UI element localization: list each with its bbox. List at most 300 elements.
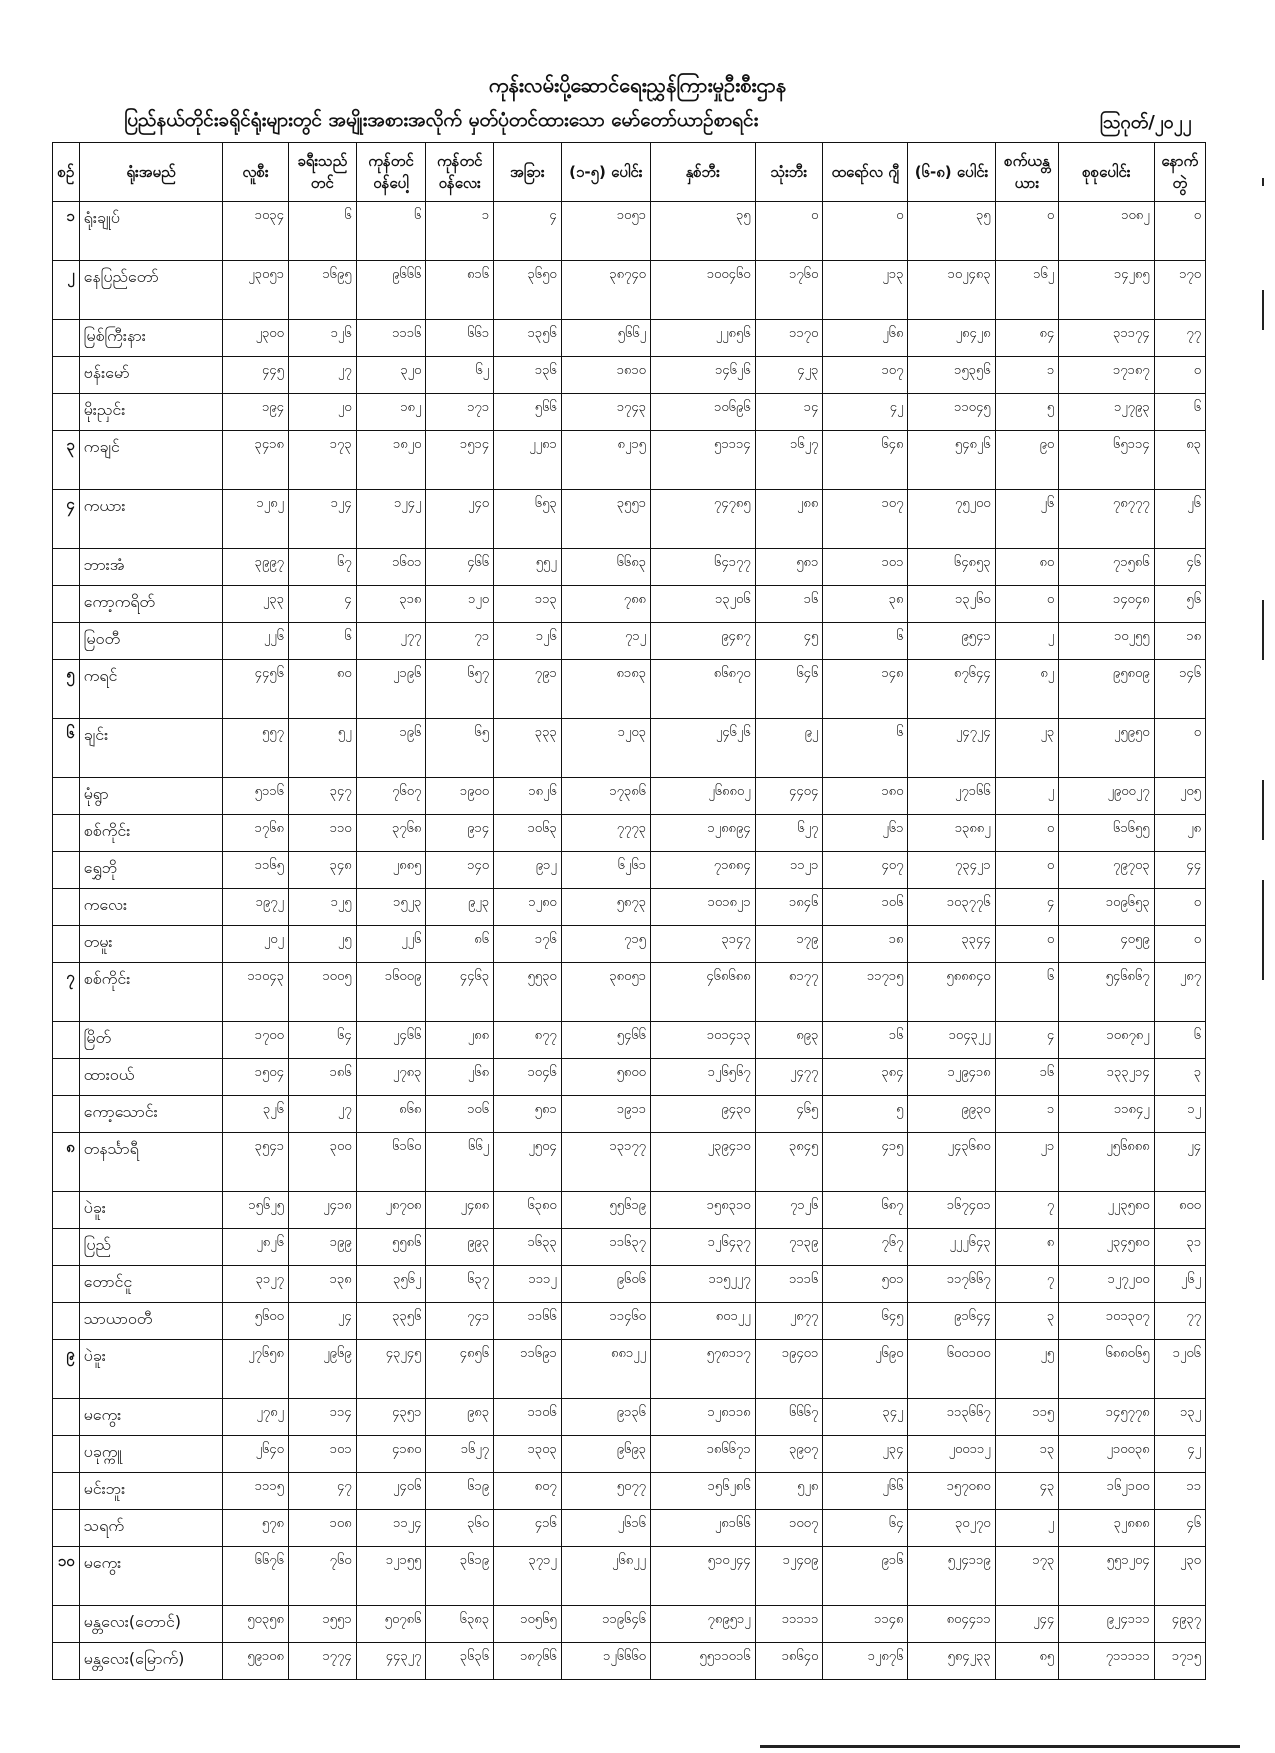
table-cell: ၂၃ <box>995 719 1059 778</box>
table-cell: ၁၀၇ <box>823 357 908 394</box>
table-cell: ၁၂၆၆၆၀ <box>561 1643 650 1680</box>
table-cell: ၉၉၃၀ <box>908 1096 995 1133</box>
table-cell: ၆၂၆၁ <box>561 852 650 889</box>
row-serial-number <box>53 1643 80 1680</box>
table-cell: ၂၄၇၇ <box>755 1059 823 1096</box>
table-cell: ၉၁၂ <box>494 852 562 889</box>
table-cell: ၁၀၅၆၅ <box>494 1606 562 1643</box>
table-cell: ၁၁၇၆၆၇ <box>908 1266 995 1303</box>
table-cell: ၉၈၃ <box>426 1399 494 1436</box>
row-serial-number <box>53 852 80 889</box>
table-cell: ၂၆၄၀ <box>223 1436 289 1473</box>
table-cell: ၁၀၀၅ <box>288 963 356 1022</box>
table-cell: ၇၁၈၈၄ <box>650 852 755 889</box>
column-header: လူစီး <box>223 143 289 202</box>
table-row <box>53 852 1206 889</box>
table-row <box>53 926 1206 963</box>
table-row <box>53 1399 1206 1436</box>
table-cell: ၂၃၄ <box>823 1436 908 1473</box>
table-cell: ၇၆၀ <box>288 1547 356 1606</box>
table-cell: ၂၂၂၆၄၃ <box>908 1229 995 1266</box>
row-office-name: ကချင် <box>79 431 223 490</box>
table-cell: ၁၀၆ <box>426 1096 494 1133</box>
table-cell: ၅၈၁ <box>755 549 823 586</box>
table-cell: ၁၆၉၅ <box>288 261 356 320</box>
table-cell: ၉၄၈၇ <box>650 623 755 660</box>
table-row <box>53 1059 1206 1096</box>
table-cell: ၅၂၄၁၁၉ <box>908 1547 995 1606</box>
table-cell: ၆ <box>1154 1022 1205 1059</box>
table-cell: ၉၁၆၄၄ <box>908 1303 995 1340</box>
table-cell: ၁၂၈၇၆ <box>823 1643 908 1680</box>
table-cell: ၅၅၁၁၀၁၆ <box>650 1643 755 1680</box>
table-cell: ၂၈၁၆၆ <box>650 1510 755 1547</box>
row-serial-number <box>53 1096 80 1133</box>
table-cell: ၂၇၆၅၈ <box>223 1340 289 1399</box>
table-cell: ၈၅ <box>995 1643 1059 1680</box>
table-cell: ၂၈ <box>1154 815 1205 852</box>
table-cell: ၁၂၆ <box>494 623 562 660</box>
table-cell: ၁၁၂၄ <box>356 1510 426 1547</box>
table-cell: ၁၈၇၆၆ <box>494 1643 562 1680</box>
table-cell: ၅၈၈၈၄၀ <box>908 963 995 1022</box>
table-cell: ၂၇၈၂ <box>223 1399 289 1436</box>
table-cell: ၁၈၂ <box>356 394 426 431</box>
table-cell: ၁၆၂၇ <box>755 431 823 490</box>
scan-edge-mark <box>1262 178 1264 186</box>
table-cell: ၁၁၀၆ <box>494 1399 562 1436</box>
table-cell: ၁၄ <box>755 394 823 431</box>
table-row <box>53 357 1206 394</box>
table-cell: ၉၉၃ <box>426 1229 494 1266</box>
row-serial-number: ၁၀ <box>53 1547 80 1606</box>
table-cell: ၅၄၆၈၆၇ <box>1059 963 1154 1022</box>
table-cell: ၆ <box>288 623 356 660</box>
table-cell: ၂၃၃ <box>223 586 289 623</box>
table-cell: ၈၀၀ <box>1154 1192 1205 1229</box>
table-cell: ၁၀၂၅၅ <box>1059 623 1154 660</box>
table-cell: ၇၇ <box>1154 1303 1205 1340</box>
document-subtitle: ပြည်နယ်တိုင်းခရိုင်ရုံးများတွင် အမျိုးအစားအလိုက် မှတ်ပုံတင်ထားသော မော်တော်ယာဉ်စာရင်း <box>124 109 759 131</box>
table-row <box>53 1643 1206 1680</box>
table-cell: ၁၇၃ <box>995 1547 1059 1606</box>
table-cell: ၁၂၆၄၃၇ <box>650 1229 755 1266</box>
table-cell: ၇၈၉၅၁၂ <box>650 1606 755 1643</box>
row-office-name: ဗန်းမော် <box>79 357 223 394</box>
row-serial-number: ၁ <box>53 202 80 261</box>
table-cell: ၉၄၃၀ <box>650 1096 755 1133</box>
table-cell: ၇၄၇၈၅ <box>650 490 755 549</box>
table-cell: ၁၀၈၂ <box>1059 202 1154 261</box>
table-cell: ၂၄၁၈ <box>288 1192 356 1229</box>
table-cell: ၄၂ <box>823 394 908 431</box>
table-cell: ၀ <box>995 852 1059 889</box>
table-cell: ၂၃၉၄၁၀ <box>650 1133 755 1192</box>
row-office-name: ဘားအံ <box>79 549 223 586</box>
table-row <box>53 1303 1206 1340</box>
table-cell: ၇၄၁ <box>426 1303 494 1340</box>
table-cell: ၂၈၇၇ <box>755 1303 823 1340</box>
table-cell: ၄၄၆၃ <box>426 963 494 1022</box>
table-cell: ၆၈၈၀၆၅ <box>1059 1340 1154 1399</box>
table-cell: ၂၉၀၀၂၇ <box>1059 778 1154 815</box>
table-cell: ၁၈၆ <box>288 1059 356 1096</box>
table-cell: ၃၆၅၀ <box>494 261 562 320</box>
table-cell: ၁၈၆၄၀ <box>755 1643 823 1680</box>
table-row <box>53 1192 1206 1229</box>
table-cell: ၇ <box>995 1266 1059 1303</box>
table-cell: ၁၅၅၁ <box>288 1606 356 1643</box>
table-cell: ၁၆၀၁ <box>356 549 426 586</box>
table-cell: ၁၃၃၂၁၄ <box>1059 1059 1154 1096</box>
row-serial-number: ၇ <box>53 963 80 1022</box>
table-cell: ၂၀ <box>288 394 356 431</box>
table-cell: ၁၈၀ <box>823 778 908 815</box>
table-cell: ၁၁၅၂၂၇ <box>650 1266 755 1303</box>
table-cell: ၂၁၀၀၃၈ <box>1059 1436 1154 1473</box>
table-cell: ၂၀၀၁၁၂ <box>908 1436 995 1473</box>
table-cell: ၅၇၈ <box>223 1510 289 1547</box>
table-cell: ၁၈၁၀ <box>561 357 650 394</box>
table-cell: ၆ <box>1154 394 1205 431</box>
table-cell: ၄၂၃ <box>755 357 823 394</box>
table-cell: ၂၇ <box>288 357 356 394</box>
table-cell: ၂၆ <box>995 490 1059 549</box>
table-cell: ၁၃၀၃ <box>494 1436 562 1473</box>
table-cell: ၁၅၁၄ <box>426 431 494 490</box>
table-cell: ၁၂၅ <box>288 889 356 926</box>
table-cell: ၉၅၄၁ <box>908 623 995 660</box>
table-cell: ၁၂၆၅၆၇ <box>650 1059 755 1096</box>
table-cell: ၄၁၈၀ <box>356 1436 426 1473</box>
table-row <box>53 1436 1206 1473</box>
table-cell: ၇၇၇၃ <box>561 815 650 852</box>
row-serial-number: ၄ <box>53 490 80 549</box>
table-row <box>53 586 1206 623</box>
table-cell: ၁၁၀ <box>288 815 356 852</box>
table-row <box>53 1510 1206 1547</box>
table-cell: ၀ <box>995 926 1059 963</box>
scan-edge-mark <box>1262 600 1264 660</box>
table-cell: ၃၀၂၇၀ <box>908 1510 995 1547</box>
table-row <box>53 963 1206 1022</box>
table-cell: ၇၁၁၁၁၁ <box>1059 1643 1154 1680</box>
table-cell: ၇၁၅၈၆ <box>1059 549 1154 586</box>
table-cell: ၂၆၉၀ <box>823 1340 908 1399</box>
row-office-name: မြဝတီ <box>79 623 223 660</box>
table-cell: ၆၇ <box>288 549 356 586</box>
row-serial-number <box>53 889 80 926</box>
table-row <box>53 778 1206 815</box>
table-row <box>53 719 1206 778</box>
table-cell: ၇၅၂၀၀ <box>908 490 995 549</box>
table-cell: ၁၈ <box>823 926 908 963</box>
row-office-name: နေပြည်တော် <box>79 261 223 320</box>
table-cell: ၅၈၄၂၃၃ <box>908 1643 995 1680</box>
table-row <box>53 623 1206 660</box>
table-cell: ၂၈၈ <box>755 490 823 549</box>
table-cell: ၅၆ <box>1154 586 1205 623</box>
table-row <box>53 889 1206 926</box>
table-cell: ၈၀ <box>288 660 356 719</box>
table-cell: ၂၀၅ <box>1154 778 1205 815</box>
table-cell: ၇၁၂ <box>561 623 650 660</box>
table-cell: ၁၅၈၃၁၀ <box>650 1192 755 1229</box>
table-cell: ၁၂၈၁၁၈ <box>650 1399 755 1436</box>
table-cell: ၀ <box>823 202 908 261</box>
table-cell: ၂၈၇၀၈ <box>356 1192 426 1229</box>
table-cell: ၂၃၀၅၁ <box>223 261 289 320</box>
table-cell: ၂၃၄၅၈၀ <box>1059 1229 1154 1266</box>
table-cell: ၁၉၉ <box>288 1229 356 1266</box>
table-row <box>53 1340 1206 1399</box>
table-cell: ၂၇၈၃ <box>356 1059 426 1096</box>
table-cell: ၂၈၂၆ <box>223 1229 289 1266</box>
table-cell: ၁၉၄ <box>223 394 289 431</box>
table-cell: ၅၅၂ <box>494 549 562 586</box>
table-cell: ၁၄၅၇၇၈ <box>1059 1399 1154 1436</box>
table-cell: ၁ <box>995 1096 1059 1133</box>
table-cell: ၆၆၆၇ <box>755 1399 823 1436</box>
table-cell: ၄၄၃၂၇ <box>356 1643 426 1680</box>
table-cell: ၂၄ <box>288 1303 356 1340</box>
document-title: ကုန်းလမ်းပို့ဆောင်ရေးညွှန်ကြားမှုဦးစီးဌာန <box>488 73 787 97</box>
table-cell: ၀ <box>1154 926 1205 963</box>
table-cell: ၅၈၁ <box>494 1096 562 1133</box>
table-cell: ၆၈၇ <box>823 1192 908 1229</box>
table-cell: ၉၁၃၆ <box>561 1399 650 1436</box>
column-header: (၆-၈) ပေါင်း <box>908 143 995 202</box>
row-office-name: သာယာဝတီ <box>79 1303 223 1340</box>
table-cell: ၃၅ <box>908 202 995 261</box>
table-cell: ၈၁၇၇ <box>755 963 823 1022</box>
row-office-name: မကွေး <box>79 1399 223 1436</box>
table-cell: ၁၂ <box>1154 1096 1205 1133</box>
table-cell: ၆၆၇၆ <box>223 1547 289 1606</box>
table-cell: ၁၁၁၂ <box>494 1266 562 1303</box>
table-cell: ၂၅၆၈၈၈ <box>1059 1133 1154 1192</box>
table-cell: ၁၂၈၂ <box>223 490 289 549</box>
row-office-name: တောင်ငူ <box>79 1266 223 1303</box>
row-serial-number <box>53 778 80 815</box>
table-cell: ၁၃၁၇၇ <box>561 1133 650 1192</box>
row-serial-number: ၈ <box>53 1133 80 1192</box>
table-cell: ၈၂၁၅ <box>561 431 650 490</box>
table-cell: ၃၉၉၇ <box>223 549 289 586</box>
table-cell: ၀ <box>1154 719 1205 778</box>
table-cell: ၃ <box>1154 1059 1205 1096</box>
table-cell: ၀ <box>1154 357 1205 394</box>
table-cell: ၁၂၈၈၉၄ <box>650 815 755 852</box>
table-cell: ၂၈၈၅ <box>356 852 426 889</box>
table-cell: ၃၇၆၈ <box>356 815 426 852</box>
table-cell: ၁၄၂၈၅ <box>1059 261 1154 320</box>
table-cell: ၆၄ <box>823 1510 908 1547</box>
table-cell: ၉၁၄ <box>426 815 494 852</box>
row-office-name: ပဲခူး <box>79 1340 223 1399</box>
table-cell: ၀ <box>995 586 1059 623</box>
table-cell: ၁၂၇၂၀၀ <box>1059 1266 1154 1303</box>
scan-edge-mark <box>1262 780 1264 840</box>
table-cell: ၁၁၆၉၁ <box>494 1340 562 1399</box>
table-cell: ၉၁၆ <box>823 1547 908 1606</box>
column-header: ကုန်တင် ဝန်လေး <box>426 143 494 202</box>
table-cell: ၈၆၈၇၀ <box>650 660 755 719</box>
table-cell: ၁၈၄၆ <box>755 889 823 926</box>
table-cell: ၆၅ <box>426 719 494 778</box>
table-cell: ၁၂၄ <box>288 490 356 549</box>
table-cell: ၁၇၀၀ <box>223 1022 289 1059</box>
table-cell: ၁၁၃ <box>494 586 562 623</box>
table-cell: ၁၇၆ <box>494 926 562 963</box>
table-cell: ၅၄၈၂၆ <box>908 431 995 490</box>
table-cell: ၁၂၁၅၅ <box>356 1547 426 1606</box>
row-office-name: စစ်ကိုင်း <box>79 963 223 1022</box>
table-cell: ၂၄ <box>1154 1133 1205 1192</box>
table-cell: ၂၆၈၈၀၂ <box>650 778 755 815</box>
table-cell: ၂ <box>995 1510 1059 1547</box>
table-cell: ၉၂၃ <box>426 889 494 926</box>
table-cell: ၁၇၁၈၇ <box>1059 357 1154 394</box>
table-cell: ၅၇၈၁၁၇ <box>650 1340 755 1399</box>
table-cell: ၆၄၆ <box>755 660 823 719</box>
table-cell: ၅၁၁၁၄ <box>650 431 755 490</box>
row-serial-number <box>53 320 80 357</box>
row-serial-number <box>53 1473 80 1510</box>
table-body <box>53 202 1206 1680</box>
table-cell: ၂၆ <box>1154 490 1205 549</box>
table-cell: ၈၈၁၂၂ <box>561 1340 650 1399</box>
row-office-name: မြစ်ကြီးနား <box>79 320 223 357</box>
table-cell: ၁၃ <box>995 1436 1059 1473</box>
column-header: စဉ် <box>53 143 80 202</box>
scan-edge-mark <box>1262 290 1264 330</box>
table-cell: ၉၅၈၀၉ <box>1059 660 1154 719</box>
row-office-name: ချင်း <box>79 719 223 778</box>
table-cell: ၁၁ <box>1154 1473 1205 1510</box>
table-cell: ၁ <box>995 357 1059 394</box>
table-cell: ၉၆၀၆ <box>561 1266 650 1303</box>
row-office-name: ကလေး <box>79 889 223 926</box>
table-cell: ၁၃၈၈၂ <box>908 815 995 852</box>
table-cell: ၃ <box>995 1303 1059 1340</box>
table-cell: ၁၇၇၄ <box>288 1643 356 1680</box>
table-cell: ၁၁၄၆၀ <box>561 1303 650 1340</box>
table-cell: ၁၂၇၉၃ <box>1059 394 1154 431</box>
table-cell: ၁၀၇ <box>823 490 908 549</box>
table-cell: ၃၂၀ <box>356 357 426 394</box>
page-bottom-line <box>760 1745 1240 1748</box>
row-serial-number <box>53 1022 80 1059</box>
table-cell: ၆၂၇ <box>755 815 823 852</box>
table-cell: ၁၆ <box>995 1059 1059 1096</box>
table-cell: ၁၇၉ <box>755 926 823 963</box>
table-cell: ၆၄ <box>288 1022 356 1059</box>
table-cell: ၈၁၈၃ <box>561 660 650 719</box>
table-row <box>53 1606 1206 1643</box>
table-cell: ၈၇၇ <box>494 1022 562 1059</box>
table-row <box>53 1229 1206 1266</box>
column-header: စက်ယန္တယား <box>995 143 1059 202</box>
table-cell: ၁၄၀၄၈ <box>1059 586 1154 623</box>
table-cell: ၃၈ <box>823 586 908 623</box>
table-cell: ၂၄၄ <box>995 1606 1059 1643</box>
table-cell: ၃၅၅၁ <box>561 490 650 549</box>
row-serial-number <box>53 1229 80 1266</box>
table-cell: ၈ <box>995 1229 1059 1266</box>
table-row <box>53 815 1206 852</box>
table-cell: ၅၈၀၀ <box>561 1059 650 1096</box>
table-cell: ၄၄ <box>1154 852 1205 889</box>
table-cell: ၄၁၅ <box>823 1133 908 1192</box>
table-cell: ၃၆၃၆ <box>426 1643 494 1680</box>
table-cell: ၁၃၈ <box>288 1266 356 1303</box>
table-cell: ၅၆၆ <box>494 394 562 431</box>
table-cell: ၂၅၀၄ <box>494 1133 562 1192</box>
table-cell: ၀ <box>1154 889 1205 926</box>
row-serial-number: ၂ <box>53 261 80 320</box>
table-cell: ၅၀၇၈၆ <box>356 1606 426 1643</box>
table-cell: ၁၉၄၀၁ <box>755 1340 823 1399</box>
table-cell: ၂၈၇ <box>1154 963 1205 1022</box>
row-serial-number <box>53 1436 80 1473</box>
table-cell: ၃၇၁၂ <box>494 1547 562 1606</box>
table-cell: ၃၃၃ <box>494 719 562 778</box>
table-cell: ၅၆၀၀ <box>223 1303 289 1340</box>
table-cell: ၁၉၆ <box>356 719 426 778</box>
table-cell: ၂၀၂ <box>223 926 289 963</box>
table-cell: ၇၆၇ <box>823 1229 908 1266</box>
table-cell: ၁၀၀၄၆၀ <box>650 261 755 320</box>
document-date-reference: ဩဂုတ်/၂၀၂၂ <box>1100 112 1192 133</box>
table-cell: ၄၈၅၆ <box>426 1340 494 1399</box>
table-cell: ၆၁၆၅၅ <box>1059 815 1154 852</box>
table-cell: ၁၁၀၄၅ <box>908 394 995 431</box>
table-cell: ၄ <box>494 202 562 261</box>
table-cell: ၇၈၇၇၇ <box>1059 490 1154 549</box>
table-cell: ၁၁၃၆၆၇ <box>908 1399 995 1436</box>
table-cell: ၂၄၇၂၄ <box>908 719 995 778</box>
table-cell: ၈၉၃ <box>755 1022 823 1059</box>
table-cell: ၂၇၇ <box>356 623 426 660</box>
table-cell: ၇၇ <box>1154 320 1205 357</box>
table-cell: ၁၅၆၂၅ <box>223 1192 289 1229</box>
table-row <box>53 1133 1206 1192</box>
table-cell: ၁၁၇၀ <box>755 320 823 357</box>
table-cell: ၂၄၆၂၆ <box>650 719 755 778</box>
table-cell: ၁၆၇၄၀၁ <box>908 1192 995 1229</box>
table-cell: ၁၁၁၆ <box>755 1266 823 1303</box>
table-cell: ၆၆၂ <box>426 1133 494 1192</box>
row-office-name: ကယား <box>79 490 223 549</box>
table-cell: ၃၂၈၈၈ <box>1059 1510 1154 1547</box>
table-cell: ၁၀၃၇၇၆ <box>908 889 995 926</box>
table-cell: ၅ <box>823 1096 908 1133</box>
table-cell: ၃၁၈ <box>356 586 426 623</box>
table-cell: ၁၀၁၈၂၁ <box>650 889 755 926</box>
table-cell: ၂၆၈ <box>823 320 908 357</box>
table-cell: ၁၉၀၀ <box>426 778 494 815</box>
row-serial-number <box>53 1266 80 1303</box>
row-office-name: မုံရွာ <box>79 778 223 815</box>
row-office-name: ရုံးချုပ် <box>79 202 223 261</box>
table-cell: ၇၆၀၇ <box>356 778 426 815</box>
table-cell: ၁၀၅၁ <box>561 202 650 261</box>
row-serial-number <box>53 926 80 963</box>
table-row <box>53 660 1206 719</box>
row-serial-number <box>53 1510 80 1547</box>
row-office-name: မြိတ် <box>79 1022 223 1059</box>
